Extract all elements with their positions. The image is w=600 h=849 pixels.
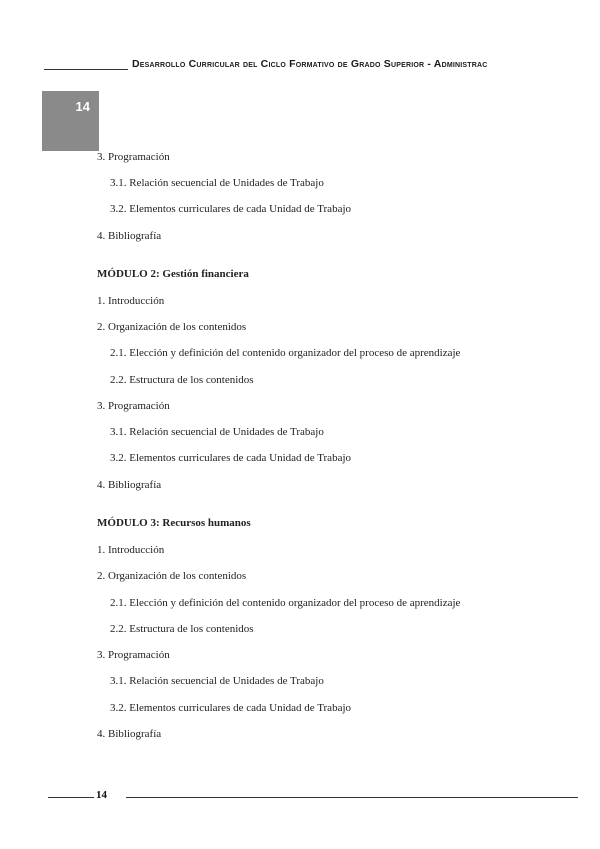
toc-entry: 3.1. Relación secuencial de Unidades de Trabajo	[110, 675, 324, 687]
running-header-title: Desarrollo Curricular del Ciclo Formativo de Grado Superior - Administrac	[132, 58, 488, 70]
toc-entry: 3.1. Relación secuencial de Unidades de Trabajo	[110, 426, 324, 438]
footer-rule-left	[48, 797, 94, 798]
toc-entry: 3. Programación	[97, 151, 170, 163]
toc-entry: 2. Organización de los contenidos	[97, 570, 247, 582]
toc-entry: 3. Programación	[97, 649, 170, 661]
toc-entry: 3.2. Elementos curriculares de cada Unidad de Trabajo	[110, 203, 352, 215]
toc-entry: 1. Introducción	[97, 544, 165, 556]
page-tab	[42, 91, 99, 151]
toc-entry: 2.1. Elección y definición del contenido organizador del proceso de aprendizaje	[110, 597, 461, 609]
toc-entry: 2.2. Estructura de los contenidos	[110, 623, 254, 635]
toc-entry: 4. Bibliografía	[97, 728, 162, 740]
page-tab-number: 14	[75, 99, 90, 114]
module-3-title: MÓDULO 3: Recursos humanos	[97, 517, 251, 529]
toc-entry: 2.1. Elección y definición del contenido organizador del proceso de aprendizaje	[110, 347, 461, 359]
footer-page-number: 14	[96, 789, 107, 801]
toc-entry: 3.1. Relación secuencial de Unidades de Trabajo	[110, 177, 324, 189]
toc-entry: 4. Bibliografía	[97, 230, 162, 242]
toc-entry: 3.2. Elementos curriculares de cada Unidad de Trabajo	[110, 452, 352, 464]
toc-entry: 2. Organización de los contenidos	[97, 321, 247, 333]
toc-entry: 2.2. Estructura de los contenidos	[110, 374, 254, 386]
header-rule	[44, 69, 128, 70]
toc-entry: 3.2. Elementos curriculares de cada Unidad de Trabajo	[110, 702, 352, 714]
toc-entry: 1. Introducción	[97, 295, 165, 307]
toc-entry: 4. Bibliografía	[97, 479, 162, 491]
footer-rule-right	[126, 797, 578, 798]
module-2-title: MÓDULO 2: Gestión financiera	[97, 268, 249, 280]
toc-entry: 3. Programación	[97, 400, 170, 412]
